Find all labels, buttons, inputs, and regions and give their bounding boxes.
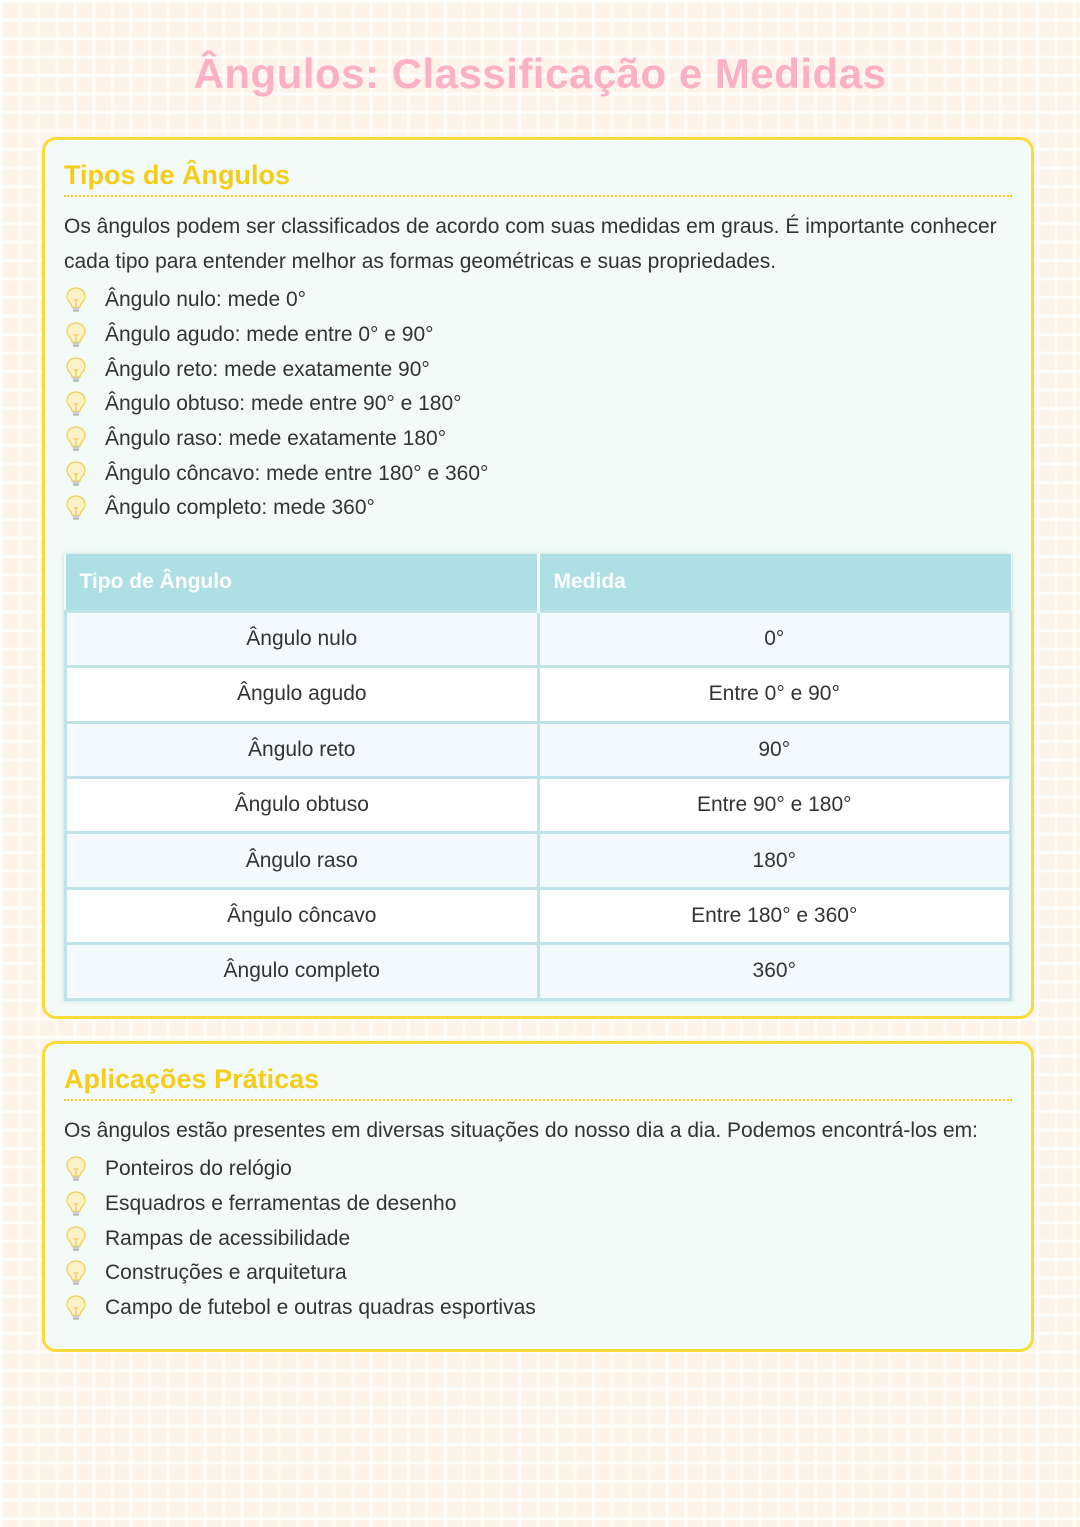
table-cell-type: Ângulo côncavo <box>66 888 539 943</box>
list-item-text: Ângulo reto: mede exatamente 90° <box>105 357 430 381</box>
table-header-measure: Medida <box>538 554 1011 612</box>
lightbulb-icon <box>64 1190 88 1218</box>
table-cell-type: Ângulo reto <box>66 722 539 777</box>
page-title: Ângulos: Classificação e Medidas <box>193 50 887 97</box>
list-item <box>64 352 1012 387</box>
angle-table-wrapper <box>64 554 1012 1001</box>
table-cell-type: Ângulo agudo <box>66 667 539 722</box>
types-card <box>42 137 1034 1019</box>
list-item-text: Ângulo obtuso: mede entre 90° e 180° <box>105 392 462 416</box>
lightbulb-icon <box>64 1155 88 1183</box>
table-cell-measure: Entre 0° e 90° <box>538 667 1011 722</box>
list-item-text: Ponteiros do relógio <box>105 1157 292 1181</box>
lightbulb-icon <box>64 1294 88 1322</box>
lightbulb-icon <box>64 321 88 349</box>
list-item-text: Ângulo raso: mede exatamente 180° <box>105 427 447 451</box>
table-header-row <box>66 554 1011 612</box>
lightbulb-icon <box>64 390 88 418</box>
table-row <box>66 722 1011 777</box>
list-item <box>64 1187 1012 1222</box>
lightbulb-icon <box>64 460 88 488</box>
applications-heading: Aplicações Práticas <box>64 1064 1012 1101</box>
lightbulb-icon <box>64 356 88 384</box>
list-item-text: Ângulo nulo: mede 0° <box>105 288 307 312</box>
applications-list <box>64 1152 1012 1325</box>
table-cell-measure: 90° <box>538 722 1011 777</box>
table-cell-type: Ângulo nulo <box>66 611 539 666</box>
types-heading: Tipos de Ângulos <box>64 160 1012 197</box>
lightbulb-icon <box>64 1259 88 1287</box>
table-cell-type: Ângulo raso <box>66 833 539 888</box>
table-header-type: Tipo de Ângulo <box>66 554 539 612</box>
list-item-text: Campo de futebol e outras quadras esportivas <box>105 1296 536 1320</box>
list-item-text: Rampas de acessibilidade <box>105 1226 351 1250</box>
list-item-text: Ângulo côncavo: mede entre 180° e 360° <box>105 461 489 485</box>
types-intro: Os ângulos podem ser classificados de acordo com suas medidas em graus. É importante conhecer cada tipo para entender melhor as formas geométricas e suas propriedades. <box>64 215 997 273</box>
angle-table <box>64 554 1012 1001</box>
table-cell-measure: 360° <box>538 944 1011 999</box>
table-cell-measure: Entre 180° e 360° <box>538 888 1011 943</box>
lightbulb-icon <box>64 425 88 453</box>
applications-intro: Os ângulos estão presentes em diversas situações do nosso dia a dia. Podemos encontrá-los em: <box>64 1119 979 1142</box>
table-cell-measure: 0° <box>538 611 1011 666</box>
table-row <box>66 888 1011 943</box>
list-item <box>64 1152 1012 1187</box>
list-item-text: Esquadros e ferramentas de desenho <box>105 1192 457 1216</box>
list-item <box>64 422 1012 457</box>
types-list <box>64 283 1012 526</box>
list-item-text: Construções e arquitetura <box>105 1261 347 1285</box>
table-cell-measure: 180° <box>538 833 1011 888</box>
list-item <box>64 456 1012 491</box>
table-row <box>66 611 1011 666</box>
list-item <box>64 491 1012 526</box>
table-cell-measure: Entre 90° e 180° <box>538 777 1011 832</box>
list-item-text: Ângulo completo: mede 360° <box>105 496 375 520</box>
list-item <box>64 387 1012 422</box>
table-row <box>66 667 1011 722</box>
list-item <box>64 283 1012 318</box>
lightbulb-icon <box>64 1225 88 1253</box>
list-item <box>64 1256 1012 1291</box>
lightbulb-icon <box>64 494 88 522</box>
list-item-text: Ângulo agudo: mede entre 0° e 90° <box>105 323 434 347</box>
table-row <box>66 944 1011 999</box>
list-item <box>64 318 1012 353</box>
table-row <box>66 833 1011 888</box>
applications-card <box>42 1041 1034 1352</box>
table-cell-type: Ângulo obtuso <box>66 777 539 832</box>
list-item <box>64 1291 1012 1326</box>
table-row <box>66 777 1011 832</box>
table-cell-type: Ângulo completo <box>66 944 539 999</box>
lightbulb-icon <box>64 286 88 314</box>
list-item <box>64 1221 1012 1256</box>
